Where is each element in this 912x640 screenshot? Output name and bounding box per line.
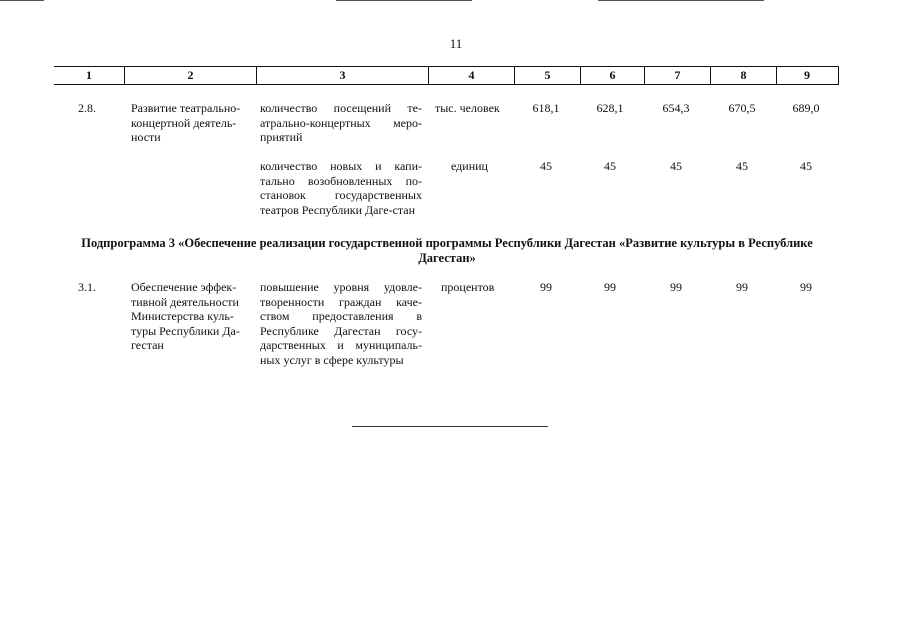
header-col-9: 9 [776, 67, 837, 84]
value-col-7: 99 [670, 280, 682, 294]
header-col-1: 1 [86, 68, 92, 82]
indicator-unit: единиц [451, 159, 488, 173]
value-col-9: 99 [800, 280, 812, 294]
indicator-text: количество посещений те-атрально-концертных меро-приятий [260, 101, 422, 144]
value-col-8: 45 [736, 159, 748, 173]
value-col-6: 628,1 [596, 101, 624, 115]
value-col-8: 670,5 [728, 101, 756, 115]
header-col-7: 7 [644, 67, 710, 84]
indicator-text: повышение уровня удовле-творенности граждан каче-ством предоставления в Республике Дагестан госу-дарственных и муниципаль-ных услуг в сфере культуры [260, 280, 422, 367]
scan-edge-left [0, 0, 44, 1]
value-col-5: 45 [540, 159, 552, 173]
value-col-5: 618,1 [532, 101, 560, 115]
value-col-6: 99 [604, 280, 616, 294]
value-col-7: 45 [670, 159, 682, 173]
value-col-9: 45 [800, 159, 812, 173]
header-col-3: 3 [256, 67, 428, 84]
value-col-7: 654,3 [662, 101, 690, 115]
header-col-6: 6 [580, 67, 644, 84]
table-header-row [54, 66, 839, 85]
value-col-6: 45 [604, 159, 616, 173]
scan-edge-mid [336, 0, 472, 1]
end-of-document-line [352, 426, 548, 427]
indicator-unit: процентов [441, 280, 495, 294]
header-col-4: 4 [428, 67, 514, 84]
page-number: 11 [449, 36, 463, 51]
header-col-5: 5 [514, 67, 580, 84]
row-name: Развитие театрально-концертной деятель-ности [131, 101, 241, 144]
indicator-text: количество новых и капи-тально возобновленных по-становок государственных театров Республики Даге-стан [260, 159, 422, 217]
subprogram-heading: Подпрограмма 3 «Обеспечение реализации государственной программы Республики Дагестан «Развитие культуры в Республике Дагестан» [81, 236, 813, 265]
header-col-8: 8 [710, 67, 776, 84]
row-number: 3.1. [78, 280, 96, 294]
value-col-5: 99 [540, 280, 552, 294]
indicator-unit: тыс. человек [435, 101, 500, 115]
value-col-9: 689,0 [792, 101, 820, 115]
scan-edge-right [598, 0, 764, 1]
value-col-8: 99 [736, 280, 748, 294]
header-col-2: 2 [124, 67, 256, 84]
row-number: 2.8. [78, 101, 96, 115]
row-name: Обеспечение эффек-тивной деятельности Министерства куль-туры Республики Да-гестан [131, 280, 240, 352]
